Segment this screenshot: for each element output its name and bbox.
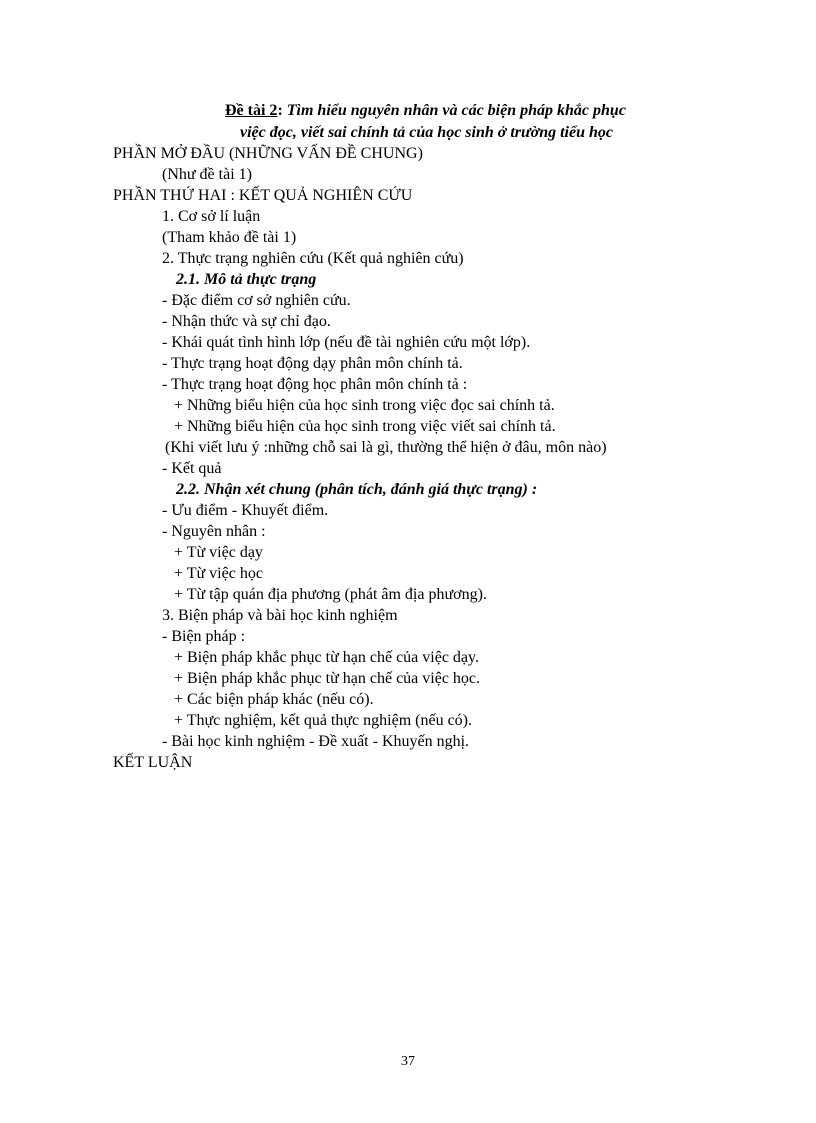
sub-subsection-heading: 2.2. Nhận xét chung (phân tích, đánh giá thực trạng) : [176, 481, 538, 498]
list-item: - Biện pháp : [162, 628, 246, 645]
section-heading-intro: PHẦN MỞ ĐẦU (NHỮNG VẤN ĐỀ CHUNG) [113, 145, 423, 162]
subsection-heading: 3. Biện pháp và bài học kinh nghiệm [162, 607, 398, 624]
list-subitem: + Từ việc dạy [174, 544, 263, 561]
subsection-heading: 1. Cơ sở lí luận [162, 208, 261, 225]
list-subitem: + Biện pháp khắc phục từ hạn chế của việc học. [174, 670, 481, 687]
section-heading-conclusion: KẾT LUẬN [113, 754, 193, 771]
list-item: - Thực trạng hoạt động dạy phân môn chính tả. [162, 355, 463, 372]
list-subitem: + Từ tập quán địa phương (phát âm địa phương). [174, 586, 487, 603]
note-line: (Khi viết lưu ý :những chỗ sai là gì, thường thể hiện ở đâu, môn nào) [165, 439, 607, 456]
topic-separator: : [277, 102, 287, 119]
page-number: 37 [401, 1054, 415, 1069]
list-item: - Ưu điểm - Khuyết điểm. [162, 502, 329, 519]
topic-label: Đề tài 2 [225, 102, 278, 119]
list-item: - Bài học kinh nghiệm - Đề xuất - Khuyến nghị. [162, 733, 470, 750]
list-item: - Khái quát tình hình lớp (nếu đề tài nghiên cứu một lớp). [162, 334, 531, 351]
subsection-heading: 2. Thực trạng nghiên cứu (Kết quả nghiên cứu) [162, 250, 464, 267]
list-subitem: + Từ việc học [174, 565, 263, 582]
topic-title [225, 100, 695, 144]
body-line: (Như đề tài 1) [162, 166, 252, 183]
list-subitem: + Những biểu hiện của học sinh trong việc viết sai chính tả. [174, 418, 556, 435]
list-item: - Nguyên nhân : [162, 523, 266, 540]
list-subitem: + Những biểu hiện của học sinh trong việc đọc sai chính tả. [174, 397, 555, 414]
list-item: - Nhận thức và sự chỉ đạo. [162, 313, 331, 330]
body-line: (Tham khảo đề tài 1) [162, 229, 297, 246]
sub-subsection-heading: 2.1. Mô tả thực trạng [176, 271, 317, 288]
list-subitem: + Biện pháp khắc phục từ hạn chế của việc dạy. [174, 649, 479, 666]
list-subitem: + Các biện pháp khác (nếu có). [174, 691, 374, 708]
list-subitem: + Thực nghiệm, kết quả thực nghiệm (nếu có). [174, 712, 472, 729]
list-item: - Đặc điểm cơ sở nghiên cứu. [162, 292, 351, 309]
list-item: - Thực trạng hoạt động học phân môn chính tả : [162, 376, 468, 393]
section-heading-results: PHẦN THỨ HAI : KẾT QUẢ NGHIÊN CỨU [113, 187, 413, 204]
topic-title-line2: việc đọc, viết sai chính tả của học sinh ở trường tiểu học [240, 124, 613, 141]
topic-title-line1: Tìm hiểu nguyên nhân và các biện pháp khắc phục [286, 102, 626, 119]
list-item: - Kết quả [162, 460, 222, 477]
